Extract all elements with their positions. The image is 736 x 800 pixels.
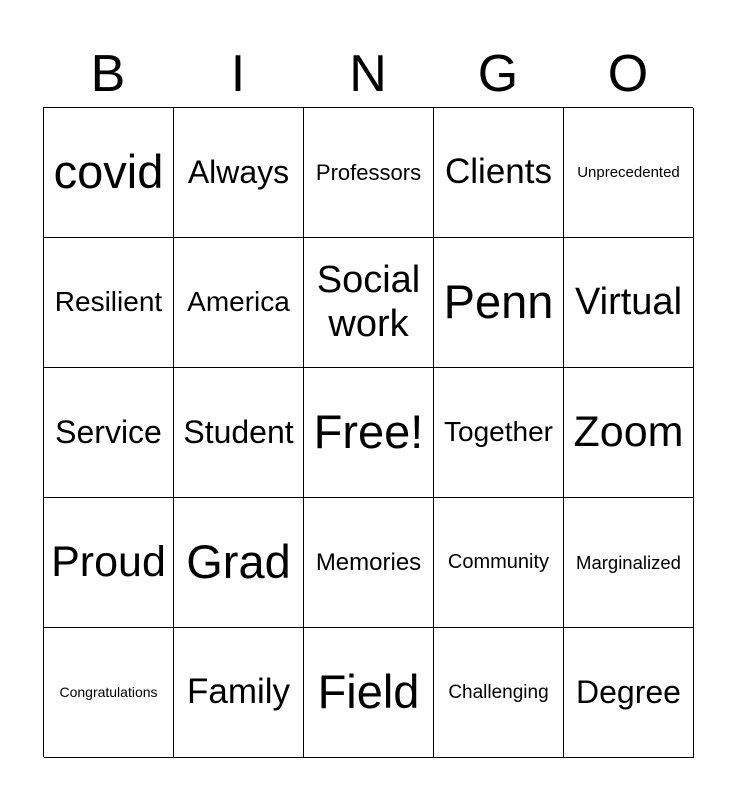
bingo-cell-zoom[interactable] — [564, 368, 694, 498]
bingo-cell-grad[interactable] — [174, 498, 304, 628]
header-letter-g: G — [477, 45, 519, 103]
bingo-cell-virtual[interactable] — [564, 238, 694, 368]
cell-label: Virtual — [574, 280, 683, 323]
bingo-cell-degree[interactable] — [564, 628, 694, 758]
bingo-cell-proud[interactable] — [44, 498, 174, 628]
bingo-cell-community[interactable] — [434, 498, 564, 628]
cell-label: Clients — [445, 152, 552, 192]
bingo-cell-service[interactable] — [44, 368, 174, 498]
bingo-cell-america[interactable] — [174, 238, 304, 368]
bingo-cell-student[interactable] — [174, 368, 304, 498]
bingo-cell-always[interactable] — [174, 108, 304, 238]
cell-label: Zoom — [573, 407, 684, 456]
cell-label: Social work — [316, 258, 421, 345]
header-letter-n: N — [349, 45, 387, 103]
bingo-cell-social-work[interactable] — [304, 238, 434, 368]
bingo-cell-together[interactable] — [434, 368, 564, 498]
bingo-cell-penn[interactable] — [434, 238, 564, 368]
cell-label: Unprecedented — [577, 163, 680, 181]
cell-label: Marginalized — [576, 551, 681, 573]
cell-label: Grad — [186, 535, 291, 589]
bingo-cell-free-space[interactable] — [304, 368, 434, 498]
cell-label: Professors — [315, 159, 422, 185]
cell-label: Congratulations — [59, 684, 158, 701]
bingo-cell-family[interactable] — [174, 628, 304, 758]
bingo-cell-congratulations[interactable] — [44, 628, 174, 758]
bingo-cell-professors[interactable] — [304, 108, 434, 238]
header-letter-o: O — [607, 45, 649, 103]
cell-label: Student — [183, 414, 294, 451]
cell-label: Free! — [313, 405, 424, 459]
bingo-board — [43, 107, 693, 757]
bingo-cell-covid[interactable] — [44, 108, 174, 238]
cell-label: Community — [447, 551, 550, 573]
cell-label: Family — [186, 672, 291, 712]
cell-label: Always — [187, 154, 290, 191]
bingo-cell-field[interactable] — [304, 628, 434, 758]
bingo-header — [43, 40, 693, 108]
cell-label: Degree — [576, 674, 681, 711]
bingo-cell-clients[interactable] — [434, 108, 564, 238]
cell-label: America — [187, 286, 290, 318]
cell-label: Memories — [315, 548, 422, 576]
bingo-cell-memories[interactable] — [304, 498, 434, 628]
cell-label: Resilient — [54, 286, 163, 318]
cell-label: Challenging — [448, 681, 549, 703]
header-letter-i: I — [230, 45, 246, 103]
cell-label: covid — [53, 145, 164, 199]
cell-label: Proud — [51, 537, 166, 586]
header-letter-b: B — [90, 45, 126, 103]
bingo-cell-challenging[interactable] — [434, 628, 564, 758]
cell-label: Service — [55, 414, 162, 451]
cell-label: Together — [444, 416, 553, 448]
cell-label: Penn — [443, 275, 554, 329]
cell-label: Field — [317, 665, 420, 719]
bingo-cell-unprecedented[interactable] — [564, 108, 694, 238]
bingo-cell-resilient[interactable] — [44, 238, 174, 368]
bingo-cell-marginalized[interactable] — [564, 498, 694, 628]
